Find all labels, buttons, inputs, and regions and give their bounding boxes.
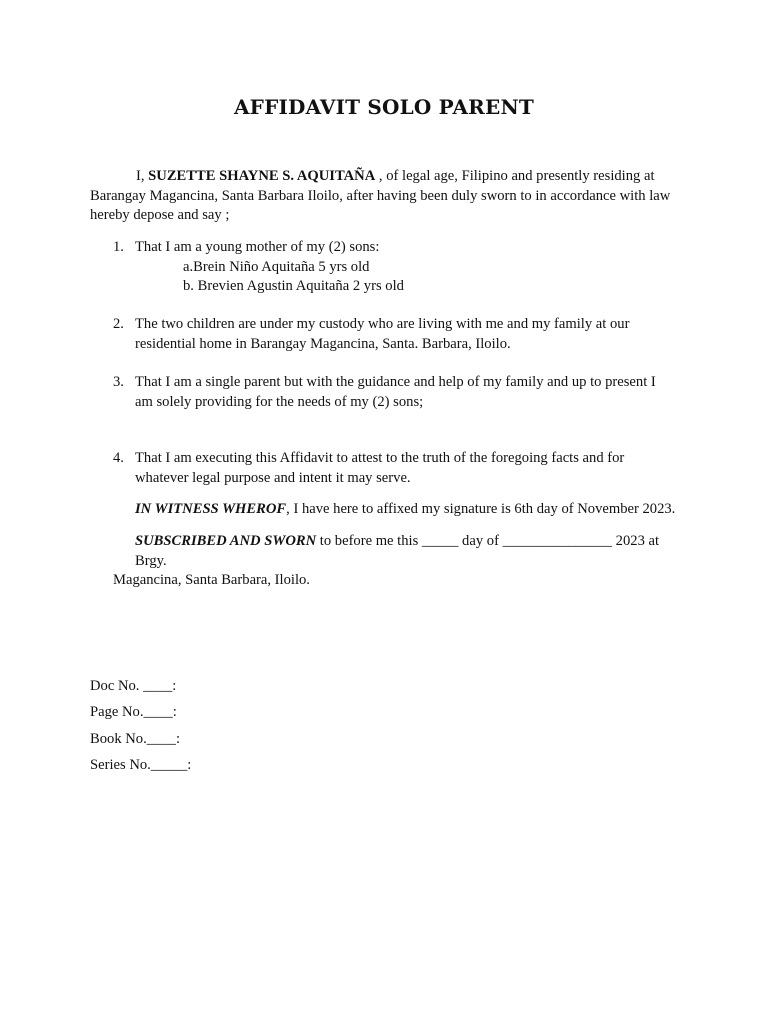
intro-line-1	[90, 167, 680, 187]
list-item-line: That I am a single parent but with the guidance and help of my family and up to present I	[135, 374, 656, 390]
doc-number: Doc No. ____:	[90, 678, 177, 694]
subscribed-paragraph	[113, 532, 673, 591]
list-item-line: That I am executing this Affidavit to attest to the truth of the foregoing facts and for	[135, 450, 625, 466]
child-entry-1: a.Brein Niño Aquitaña 5 yrs old	[183, 258, 370, 275]
subscribed-line-1	[113, 532, 673, 571]
subscribed-lead: SUBSCRIBED AND SWORN	[135, 533, 317, 549]
witness-lead: IN WITNESS WHEROF	[135, 501, 287, 517]
series-number: Series No._____:	[90, 757, 192, 773]
witness-rest: , I have here to affixed my signature is 6th day of November 2023.	[286, 501, 676, 517]
list-item-number: 2.	[113, 316, 124, 332]
list-item-line: residential home in Barangay Magancina, Santa. Barbara, Iloilo.	[135, 335, 511, 352]
list-item-number: 3.	[113, 374, 124, 390]
list-item-number: 1.	[113, 239, 124, 255]
subscribed-line-2: Magancina, Santa Barbara, Iloilo.	[113, 572, 310, 588]
page-number: Page No.____:	[90, 704, 177, 720]
list-item-text	[135, 449, 680, 488]
intro-rest: , of legal age, Filipino and presently residing at	[375, 168, 655, 184]
intro-line-3: hereby depose and say ;	[90, 207, 230, 223]
book-number: Book No.____:	[90, 731, 180, 747]
affiant-name: SUZETTE SHAYNE S. AQUITAÑA	[148, 168, 376, 184]
child-entry-2: b. Brevien Agustin Aquitaña 2 yrs old	[183, 278, 404, 294]
list-item-line: am solely providing for the needs of my (2) sons;	[135, 393, 424, 410]
witness-paragraph	[135, 500, 680, 520]
list-item-text	[135, 315, 680, 354]
intro-line-2: Barangay Magancina, Santa Barbara Iloilo, after having been duly sworn to in accordance with law	[90, 187, 671, 204]
list-item-line: The two children are under my custody who are living with me and my family at our	[135, 316, 630, 332]
list-item-line: That I am a young mother of my (2) sons:	[135, 239, 380, 255]
list-item-line: whatever legal purpose and intent it may serve.	[135, 469, 411, 486]
subscribed-rest: to before me this _____ day of _______________ 2023 at Brgy.	[135, 533, 660, 569]
intro-prefix: I,	[136, 168, 149, 184]
intro-paragraph	[90, 167, 680, 226]
list-item-text	[135, 373, 680, 412]
list-item-text	[135, 238, 680, 297]
document-title: AFFIDAVIT SOLO PARENT	[233, 95, 535, 119]
list-item-number: 4.	[113, 450, 124, 466]
